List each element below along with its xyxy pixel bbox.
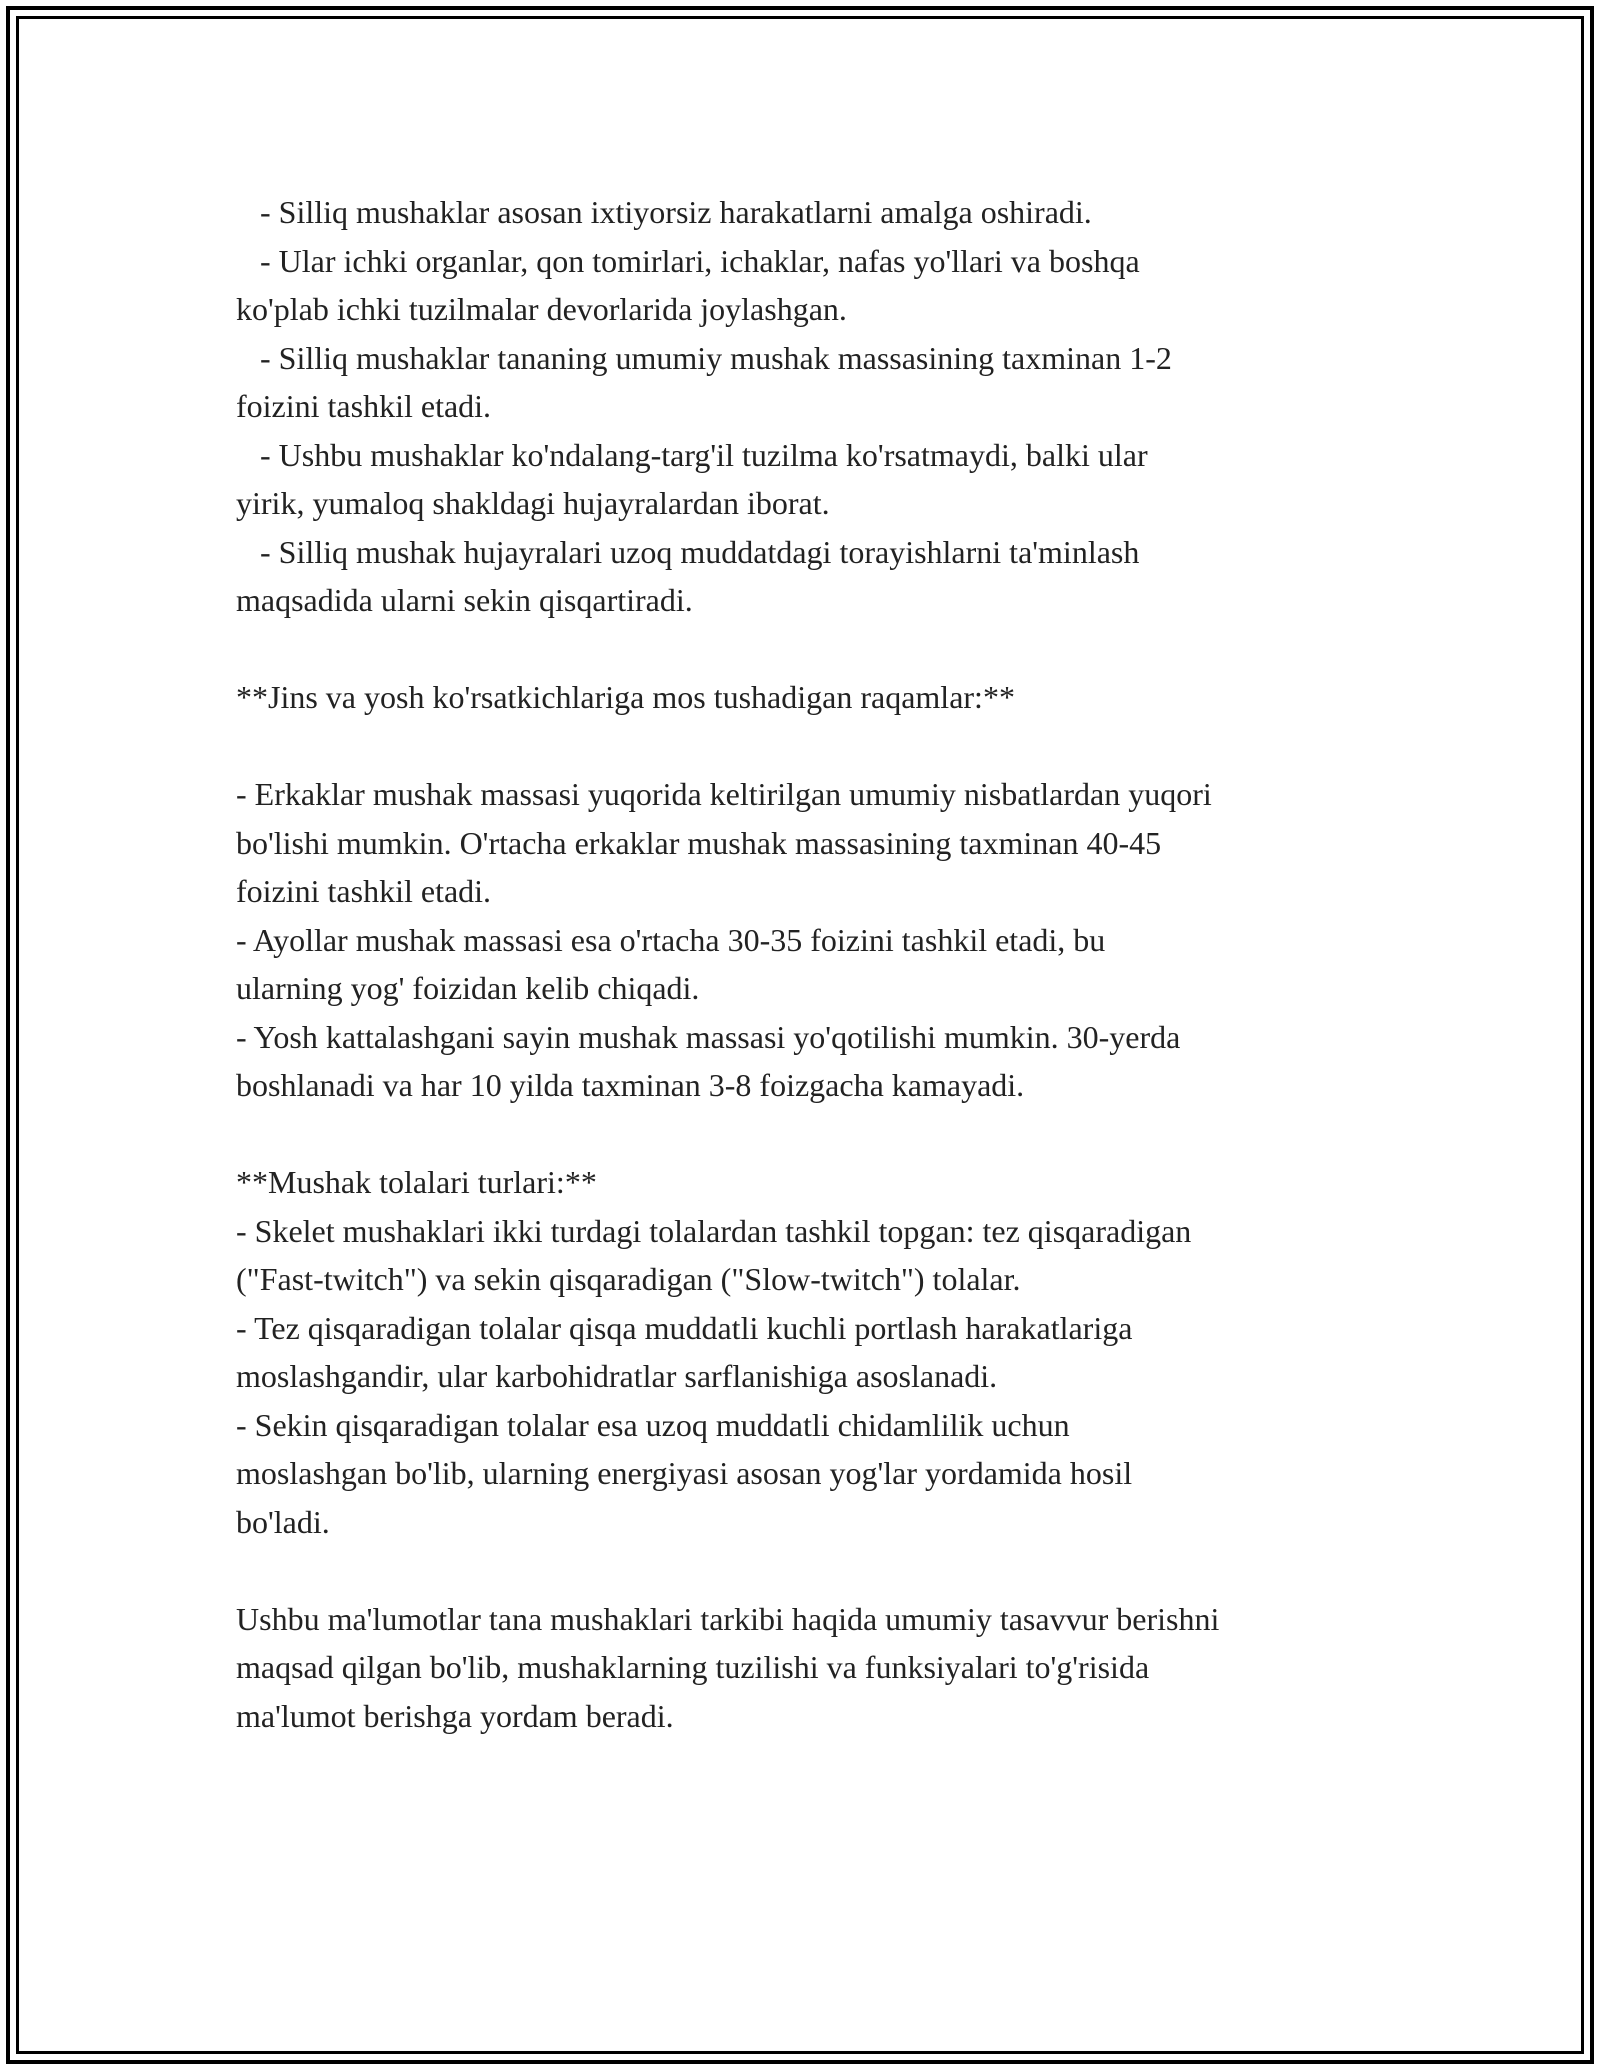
conclusion-section (236, 1595, 1386, 1741)
text-line: - Silliq mushak hujayralari uzoq muddatdagi torayishlarni ta'minlash (236, 533, 1140, 570)
text-line: - Sekin qisqaradigan tolalar esa uzoq muddatli chidamlilik uchun (236, 1406, 1070, 1443)
text-line: moslashgandir, ular karbohidratlar sarflanishiga asoslanadi. (236, 1358, 998, 1394)
text-line: yirik, yumaloq shakldagi hujayralardan iborat. (236, 485, 830, 521)
text-line: foizini tashkil etadi. (236, 388, 492, 424)
text-line: - Yosh kattalashgani sayin mushak massasi yo'qotilishi mumkin. 30-yerda (236, 1018, 1181, 1055)
text-line: ko'plab ichki tuzilmalar devorlarida joylashgan. (236, 291, 847, 327)
text-line: - Ushbu mushaklar ko'ndalang-targ'il tuzilma ko'rsatmaydi, balki ular (236, 436, 1148, 473)
smooth-muscle-section (236, 188, 1386, 625)
document-body (236, 188, 1386, 1740)
text-line: bo'lishi mumkin. O'rtacha erkaklar mushak massasining taxminan 40-45 (236, 824, 1162, 861)
section-heading: **Jins va yosh ko'rsatkichlariga mos tushadigan raqamlar:** (236, 679, 1015, 715)
gender-age-section (236, 770, 1386, 1110)
gender-age-heading (236, 673, 1386, 722)
text-line: - Tez qisqaradigan tolalar qisqa muddatli kuchli portlash harakatlariga (236, 1309, 1133, 1346)
text-line: Ushbu ma'lumotlar tana mushaklari tarkibi haqida umumiy tasavvur berishni (236, 1600, 1220, 1637)
paragraph-gap (236, 1546, 1386, 1595)
text-line: ma'lumot berishga yordam beradi. (236, 1697, 674, 1734)
paragraph-gap (236, 625, 1386, 674)
text-line: foizini tashkil etadi. (236, 873, 492, 909)
text-line: - Silliq mushaklar tananing umumiy mushak massasining taxminan 1-2 (236, 339, 1172, 376)
text-line: maqsadida ularni sekin qisqartiradi. (236, 582, 693, 618)
text-line: maqsad qilgan bo'lib, mushaklarning tuzilishi va funksiyalari to'g'risida (236, 1649, 1150, 1685)
text-line: - Skelet mushaklari ikki turdagi tolalardan tashkil topgan: tez qisqaradigan (236, 1212, 1192, 1249)
paragraph-gap (236, 1110, 1386, 1159)
section-heading: **Mushak tolalari turlari:** (236, 1164, 597, 1200)
text-line: - Ular ichki organlar, qon tomirlari, ichaklar, nafas yo'llari va boshqa (236, 242, 1140, 279)
fiber-types-section (236, 1158, 1386, 1546)
text-line: bo'ladi. (236, 1503, 330, 1540)
text-line: - Ayollar mushak massasi esa o'rtacha 30-35 foizini tashkil etadi, bu (236, 921, 1106, 958)
text-line: ularning yog' foizidan kelib chiqadi. (236, 970, 700, 1006)
text-line: ("Fast-twitch") va sekin qisqaradigan ("Slow-twitch") tolalar. (236, 1261, 1021, 1297)
text-line: - Erkaklar mushak massasi yuqorida keltirilgan umumiy nisbatlardan yuqori (236, 776, 1212, 812)
text-line: - Silliq mushaklar asosan ixtiyorsiz harakatlarni amalga oshiradi. (236, 194, 1092, 230)
text-line: boshlanadi va har 10 yilda taxminan 3-8 foizgacha kamayadi. (236, 1067, 1025, 1103)
paragraph-gap (236, 722, 1386, 771)
text-line: moslashgan bo'lib, ularning energiyasi asosan yog'lar yordamida hosil (236, 1455, 1133, 1491)
